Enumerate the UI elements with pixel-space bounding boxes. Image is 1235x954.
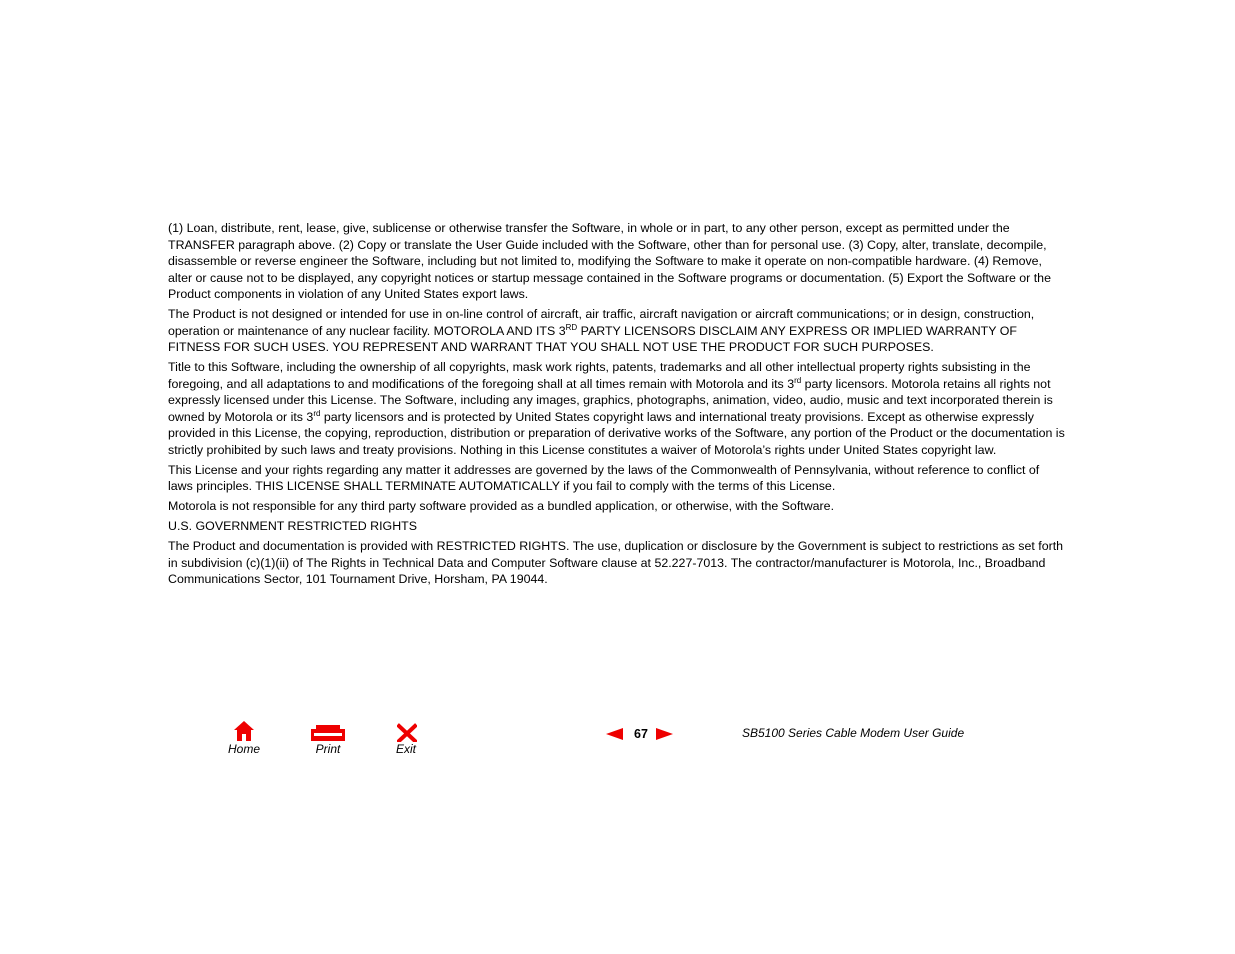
exit-button[interactable] bbox=[386, 720, 426, 756]
guide-title: SB5100 Series Cable Modem User Guide bbox=[742, 726, 965, 740]
home-button[interactable] bbox=[222, 720, 266, 756]
license-text bbox=[168, 220, 1066, 591]
text-span: party licensors and is protected by United States copyright laws and international treaty provisions. Except as otherwise expressly provided in this License, the copying, reproduction, distribution or preparation of derivative works of the Software, any portion of the Product or the documentation is strictly prohibited by such laws and treaty provisions. Nothing in this License constitutes a waiver of Motorola’s rights under United States copyright law. bbox=[168, 409, 1065, 457]
printer-icon bbox=[306, 720, 350, 742]
paragraph-title-ownership bbox=[168, 359, 1066, 458]
paragraph-restrictions: (1) Loan, distribute, rent, lease, give, sublicense or otherwise transfer the Software, in whole or in part, to any other person, except as permitted under the TRANSFER paragraph above. (2) Copy or translate the User Guide included with the Software, other than for personal use. (3) Copy, alter, translate, decompile, disassemble or reverse engineer the Software, including but not limited to, modifying the Software to make it operate on non-compatible hardware. (4) Remove, alter or cause not to be displayed, any copyright notices or startup message contained in the Software programs or documentation. (5) Export the Software or the Product components in violation of any United States export laws. bbox=[168, 221, 1051, 301]
text-span: party licensors. Motorola retains all rights not expressly licensed under this License. The Software, including any images, graphics, photographs, animation, video, audio, music and text incorporated therein is owned by Motorola or its 3 bbox=[168, 376, 1053, 424]
arrow-left-icon[interactable] bbox=[606, 728, 623, 740]
paragraph-governing-law: This License and your rights regarding any matter it addresses are governed by the laws of the Commonwealth of Pennsylvania, without reference to conflict of laws principles. THIS LICENSE SHALL TERMINATE AUTOMATICALLY if you fail to comply with the terms of this License. bbox=[168, 462, 1040, 493]
home-label: Home bbox=[227, 742, 260, 756]
text-span: The Product is not designed or intended for use in on-line control of aircraft, air traffic, aircraft navigation or aircraft communications; or in design, construction, operation or maintenance of any nuclear facility. MOTOROLA AND ITS 3 bbox=[168, 307, 1035, 338]
print-button[interactable] bbox=[306, 720, 350, 756]
section-heading: U.S. GOVERNMENT RESTRICTED RIGHTS bbox=[168, 519, 417, 533]
paragraph-third-party: Motorola is not responsible for any third party software provided as a bundled application, or otherwise, with the Software. bbox=[168, 499, 835, 513]
home-icon bbox=[222, 720, 266, 742]
superscript: rd bbox=[313, 408, 321, 418]
paragraph-nuclear-disclaimer bbox=[168, 306, 1066, 356]
print-label: Print bbox=[315, 742, 341, 756]
exit-label: Exit bbox=[395, 742, 416, 756]
superscript: rd bbox=[794, 375, 802, 385]
page-navigation bbox=[606, 724, 673, 744]
text-span: Title to this Software, including the ownership of all copyrights, mask work rights, patents, trademarks and all other intellectual property rights subsisting in the foregoing, and all adaptations to and modifications of the foregoing shall at all times remain with Motorola and its 3 bbox=[168, 360, 1031, 391]
superscript: RD bbox=[565, 322, 578, 332]
arrow-right-icon[interactable] bbox=[656, 728, 673, 740]
page-number: 67 bbox=[634, 727, 648, 741]
paragraph-restricted-rights: The Product and documentation is provided with RESTRICTED RIGHTS. The use, duplication or disclosure by the Government is subject to restrictions as set forth in subdivision (c)(1)(ii) of The Rights in Technical Data and Computer Software clause at 52.227-7013. The contractor/manufacturer is Motorola, Inc., Broadband Communications Sector, 101 Tournament Drive, Horsham, PA 19044. bbox=[168, 539, 1064, 586]
x-icon bbox=[386, 720, 426, 742]
text-span: PARTY LICENSORS DISCLAIM ANY EXPRESS OR IMPLIED WARRANTY OF FITNESS FOR SUCH USES. YOU REPRESENT AND WARRANT THAT YOU SHALL NOT USE THE PRODUCT FOR SUCH PURPOSES. bbox=[168, 323, 1017, 354]
